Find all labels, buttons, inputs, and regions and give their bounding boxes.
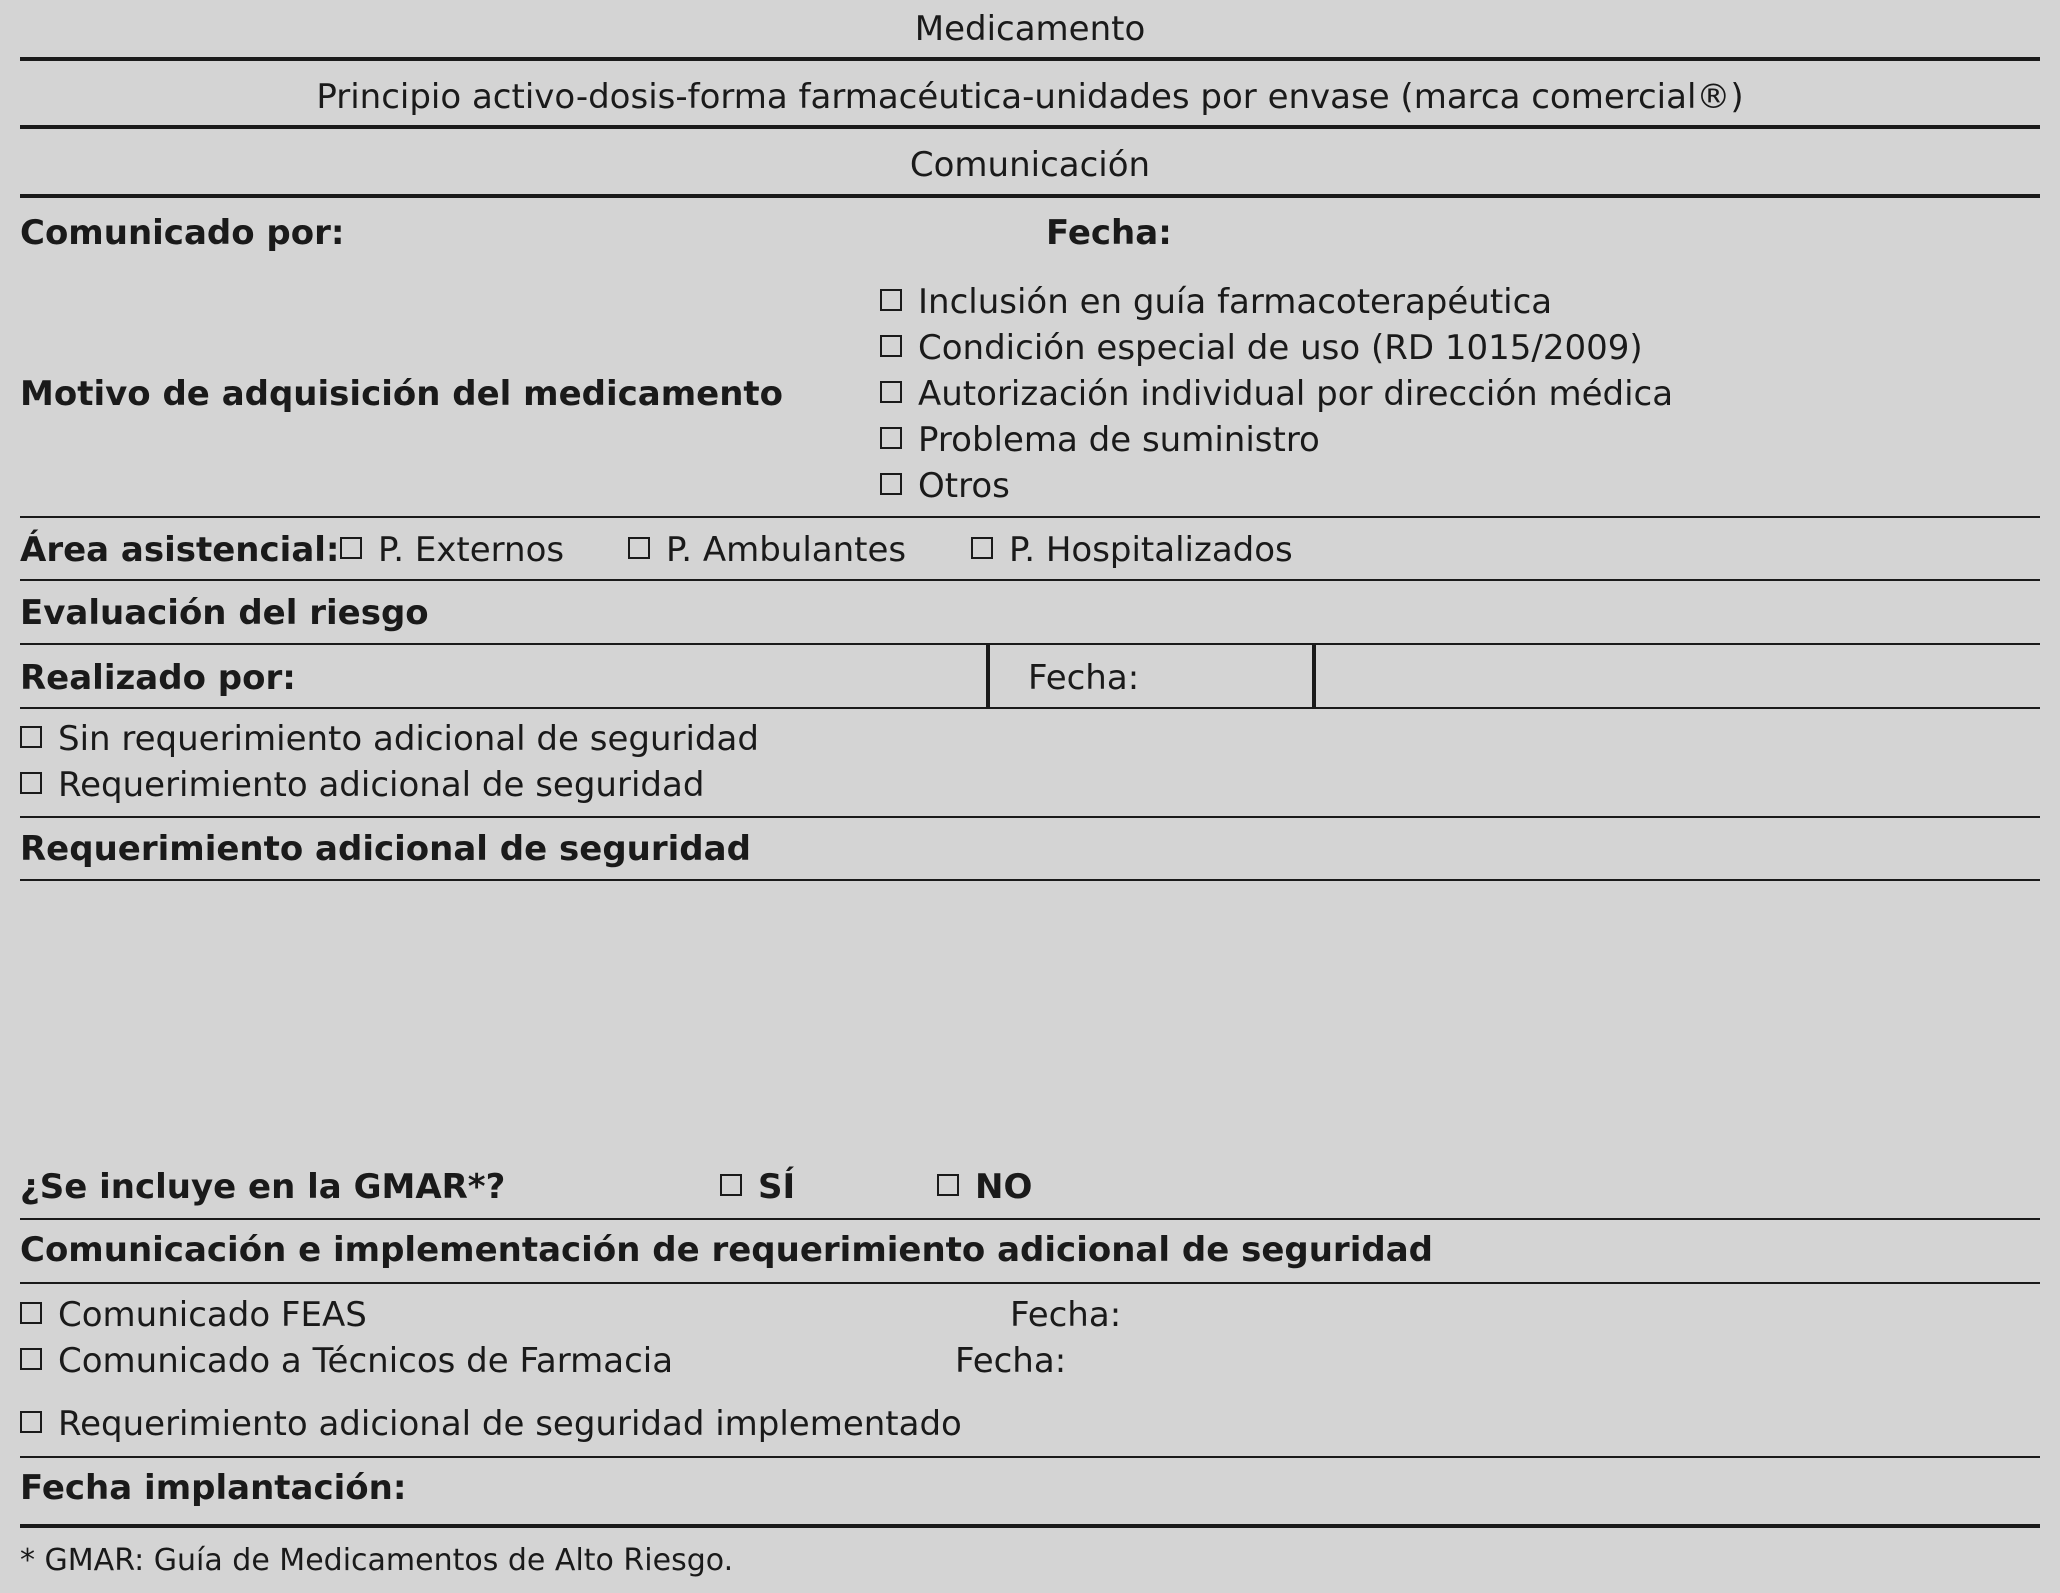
column-divider (1312, 645, 1316, 707)
comunicado-feas-option[interactable]: Comunicado FEAS (20, 1298, 367, 1332)
evaluacion-title: Evaluación del riesgo (20, 593, 429, 633)
divider (20, 816, 2040, 818)
evaluacion-fecha-label: Fecha: (1028, 658, 1140, 698)
checkbox-icon[interactable] (880, 473, 902, 495)
feas-fecha-label: Fecha: (1010, 1295, 1122, 1335)
checkbox-icon[interactable] (880, 289, 902, 311)
checkbox-icon[interactable] (20, 1348, 42, 1370)
comunicado-por-label: Comunicado por: (20, 213, 345, 253)
divider (20, 194, 2040, 198)
checkbox-icon[interactable] (720, 1174, 742, 1196)
divider (20, 516, 2040, 518)
footnote: * GMAR: Guía de Medicamentos de Alto Riesgo. (20, 1543, 734, 1578)
motivo-option[interactable]: Otros (880, 469, 1010, 503)
form-title: Medicamento (914, 9, 1146, 49)
divider (20, 1456, 2040, 1458)
column-divider (986, 645, 990, 707)
divider (20, 1282, 2040, 1284)
checkbox-icon[interactable] (628, 537, 650, 559)
motivo-option[interactable]: Inclusión en guía farmacoterapéutica (880, 285, 1552, 319)
area-option-hospitalizados[interactable]: P. Hospitalizados (971, 533, 1293, 567)
evaluacion-option[interactable]: Requerimiento adicional de seguridad (20, 768, 704, 802)
area-option-externos[interactable]: P. Externos (340, 533, 564, 567)
fecha-implantacion-label: Fecha implantación: (20, 1468, 407, 1508)
comunicado-tecnicos-option[interactable]: Comunicado a Técnicos de Farmacia (20, 1344, 673, 1378)
divider (20, 879, 2040, 881)
implementado-option[interactable]: Requerimiento adicional de seguridad implementado (20, 1407, 962, 1441)
divider (20, 643, 2040, 645)
tecnicos-fecha-label: Fecha: (955, 1341, 1067, 1381)
requerimiento-title: Requerimiento adicional de seguridad (20, 829, 751, 869)
checkbox-icon[interactable] (20, 1411, 42, 1433)
area-option-ambulantes[interactable]: P. Ambulantes (628, 533, 906, 567)
checkbox-icon[interactable] (20, 1302, 42, 1324)
divider (20, 57, 2040, 61)
divider (20, 125, 2040, 129)
divider (20, 1218, 2040, 1220)
comunicacion-fecha-label: Fecha: (1046, 213, 1172, 253)
divider (20, 579, 2040, 581)
checkbox-icon[interactable] (880, 427, 902, 449)
motivo-option[interactable]: Autorización individual por dirección médica (880, 377, 1673, 411)
divider (20, 707, 2040, 709)
checkbox-icon[interactable] (20, 726, 42, 748)
checkbox-icon[interactable] (971, 537, 993, 559)
motivo-option[interactable]: Condición especial de uso (RD 1015/2009) (880, 331, 1643, 365)
motivo-label: Motivo de adquisición del medicamento (20, 374, 784, 414)
area-label: Área asistencial: (20, 530, 340, 570)
checkbox-icon[interactable] (880, 381, 902, 403)
gmar-question: ¿Se incluye en la GMAR*? (20, 1167, 506, 1207)
drug-description: Principio activo-dosis-forma farmacéutica-unidades por envase (marca comercial®) (316, 77, 1744, 117)
checkbox-icon[interactable] (937, 1174, 959, 1196)
checkbox-icon[interactable] (20, 772, 42, 794)
checkbox-icon[interactable] (880, 335, 902, 357)
motivo-option[interactable]: Problema de suministro (880, 423, 1320, 457)
checkbox-icon[interactable] (340, 537, 362, 559)
section-comunicacion: Comunicación (909, 145, 1151, 185)
divider (20, 1524, 2040, 1528)
gmar-option-no[interactable]: NO (937, 1170, 1032, 1204)
gmar-option-si[interactable]: SÍ (720, 1170, 795, 1204)
implementacion-title: Comunicación e implementación de requerimiento adicional de seguridad (20, 1230, 1433, 1270)
realizado-por-label: Realizado por: (20, 658, 296, 698)
evaluacion-option[interactable]: Sin requerimiento adicional de seguridad (20, 722, 759, 756)
